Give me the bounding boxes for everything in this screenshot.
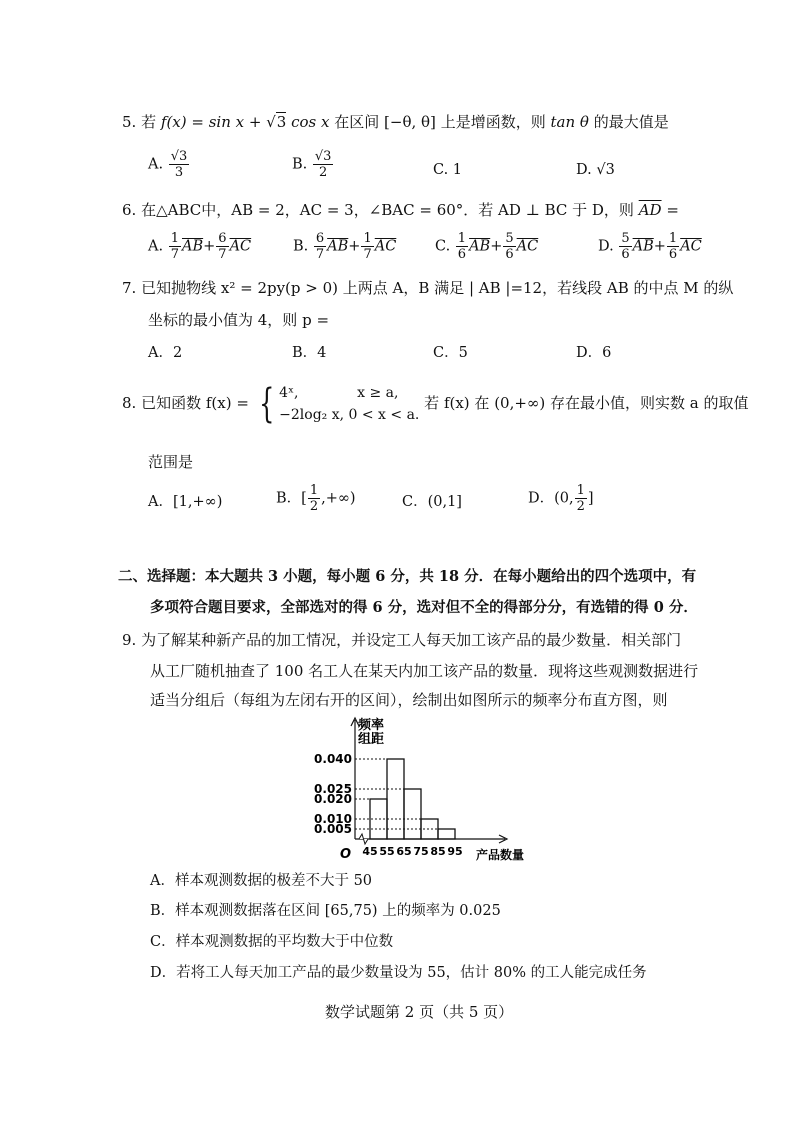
section-2-instructions: 多项符合题目要求，全部选对的得 6 分，选对但不全的得部分分，有选错的得 0 分． [150, 599, 698, 616]
piecewise-function: { 4ˣ, x ≥ a, −2log₂ x, 0 < x < a. [258, 381, 420, 427]
frequency-histogram [300, 712, 540, 867]
q7-stem-line1: 7. 已知抛物线 x² = 2py(p > 0) 上两点 A，B 满足 | AB |=12，若线段 AB 的中点 M 的纵 [122, 279, 734, 297]
q7-stem-line2: 坐标的最小值为 4，则 p = [148, 311, 330, 329]
x-tick-label: 65 [396, 845, 412, 858]
histogram-bar [404, 789, 421, 839]
q9-option-b[interactable]: B．样本观测数据落在区间 [65,75) 上的频率为 0.025 [150, 903, 501, 919]
q7-option-d[interactable]: D．6 [576, 345, 612, 361]
q8-stem: 8. 已知函数 f(x) = { 4ˣ, x ≥ a, −2log₂ x, 0 < x < a. 若 f(x) 在 (0,+∞) 存在最小值，则实数 a 的取值 [122, 381, 749, 427]
histogram-bar [387, 759, 404, 839]
q9-stem-line2: 从工厂随机抽查了 100 名工人在某天内加工该产品的数量．现将这些观测数据进行 [150, 662, 699, 680]
q6-option-c[interactable]: C. $\frac{1}{6}$ $\overline{AB}+$ $\frac{5}{6}$ $\overline{AC}$ [435, 231, 539, 262]
q9-stem-line1: 9. 为了解某种新产品的加工情况，并设定工人每天加工该产品的最少数量．相关部门 [122, 631, 682, 649]
q6-option-d[interactable]: D. $\frac{5}{6}$ $\overline{AB}+$ $\frac{1}{6}$ $\overline{AC}$ [598, 231, 702, 262]
q7-option-a[interactable]: A．2 [148, 345, 183, 361]
q6-option-a[interactable]: A. $\frac{1}{7}$ $\overline{AB}+$ $\frac{6}{7}$ $\overline{AC}$ [148, 231, 252, 262]
q8-option-c[interactable]: C．(0,1] [402, 494, 462, 510]
x-tick-label: 45 [362, 845, 378, 858]
x-axis-label: 产品数量 [476, 848, 525, 862]
y-tick-label: 0.010 [314, 812, 352, 826]
y-tick-label: 0.025 [314, 782, 352, 796]
histogram-bar [438, 829, 455, 839]
x-tick-label: 85 [430, 845, 446, 858]
q9-option-d[interactable]: D．若将工人每天加工产品的最少数量设为 55，估计 80% 的工人能完成任务 [150, 965, 647, 981]
section-2-heading: 二、选择题：本大题共 3 小题，每小题 6 分，共 18 分．在每小题给出的四个选项中，有 [118, 568, 697, 585]
y-tick-label: 0.005 [314, 822, 352, 836]
q8-option-d[interactable]: D．(0, $\frac{1}{2}$ ] [528, 483, 594, 514]
y-tick-label: 0.020 [314, 792, 352, 806]
q5-stem: 5. 若 f(x) = sin x + √3 cos x 在区间 [−θ, θ] 上是增函数，则 tan θ 的最大值是 [122, 113, 669, 131]
x-tick-label: 95 [447, 845, 463, 858]
q6-stem: 6. 在△ABC中，AB = 2，AC = 3，∠BAC = 60°．若 AD ⊥ BC 于 D，则 $\overline{AD}$ = [122, 201, 679, 219]
y-tick-label: 0.040 [314, 752, 352, 766]
axis-break [359, 834, 368, 844]
origin-label: O [340, 847, 352, 862]
q9-stem-line3: 适当分组后（每组为左闭右开的区间），绘制出如图所示的频率分布直方图，则 [150, 691, 668, 709]
q7-option-b[interactable]: B．4 [292, 345, 327, 361]
q6-option-b[interactable]: B. $\frac{6}{7}$ $\overline{AB}+$ $\frac{1}{7}$ $\overline{AC}$ [293, 231, 397, 262]
q5-option-b[interactable]: B. $\frac{√3}{2}$ [292, 149, 332, 180]
page-footer: 数学试题第 2 页（共 5 页） [325, 1003, 514, 1021]
y-label-bottom: 组距 [358, 732, 385, 747]
x-tick-label: 75 [413, 845, 429, 858]
q9-option-a[interactable]: A．样本观测数据的极差不大于 50 [150, 873, 373, 889]
q8-option-b[interactable]: B．[ $\frac{1}{2}$ ,+∞) [276, 483, 356, 514]
q8-option-a[interactable]: A．[1,+∞) [148, 494, 223, 510]
q5-option-c[interactable]: C. 1 [433, 162, 463, 178]
q5-option-a[interactable]: A. $\frac{√3}{3}$ [148, 149, 188, 180]
q7-option-c[interactable]: C．5 [433, 345, 468, 361]
q5-option-d[interactable]: D. √3 [576, 162, 615, 178]
q8-stem-line2: 范围是 [148, 453, 194, 471]
y-label-top: 频率 [358, 718, 385, 733]
x-tick-label: 55 [379, 845, 395, 858]
q9-option-c[interactable]: C．样本观测数据的平均数大于中位数 [150, 934, 394, 950]
